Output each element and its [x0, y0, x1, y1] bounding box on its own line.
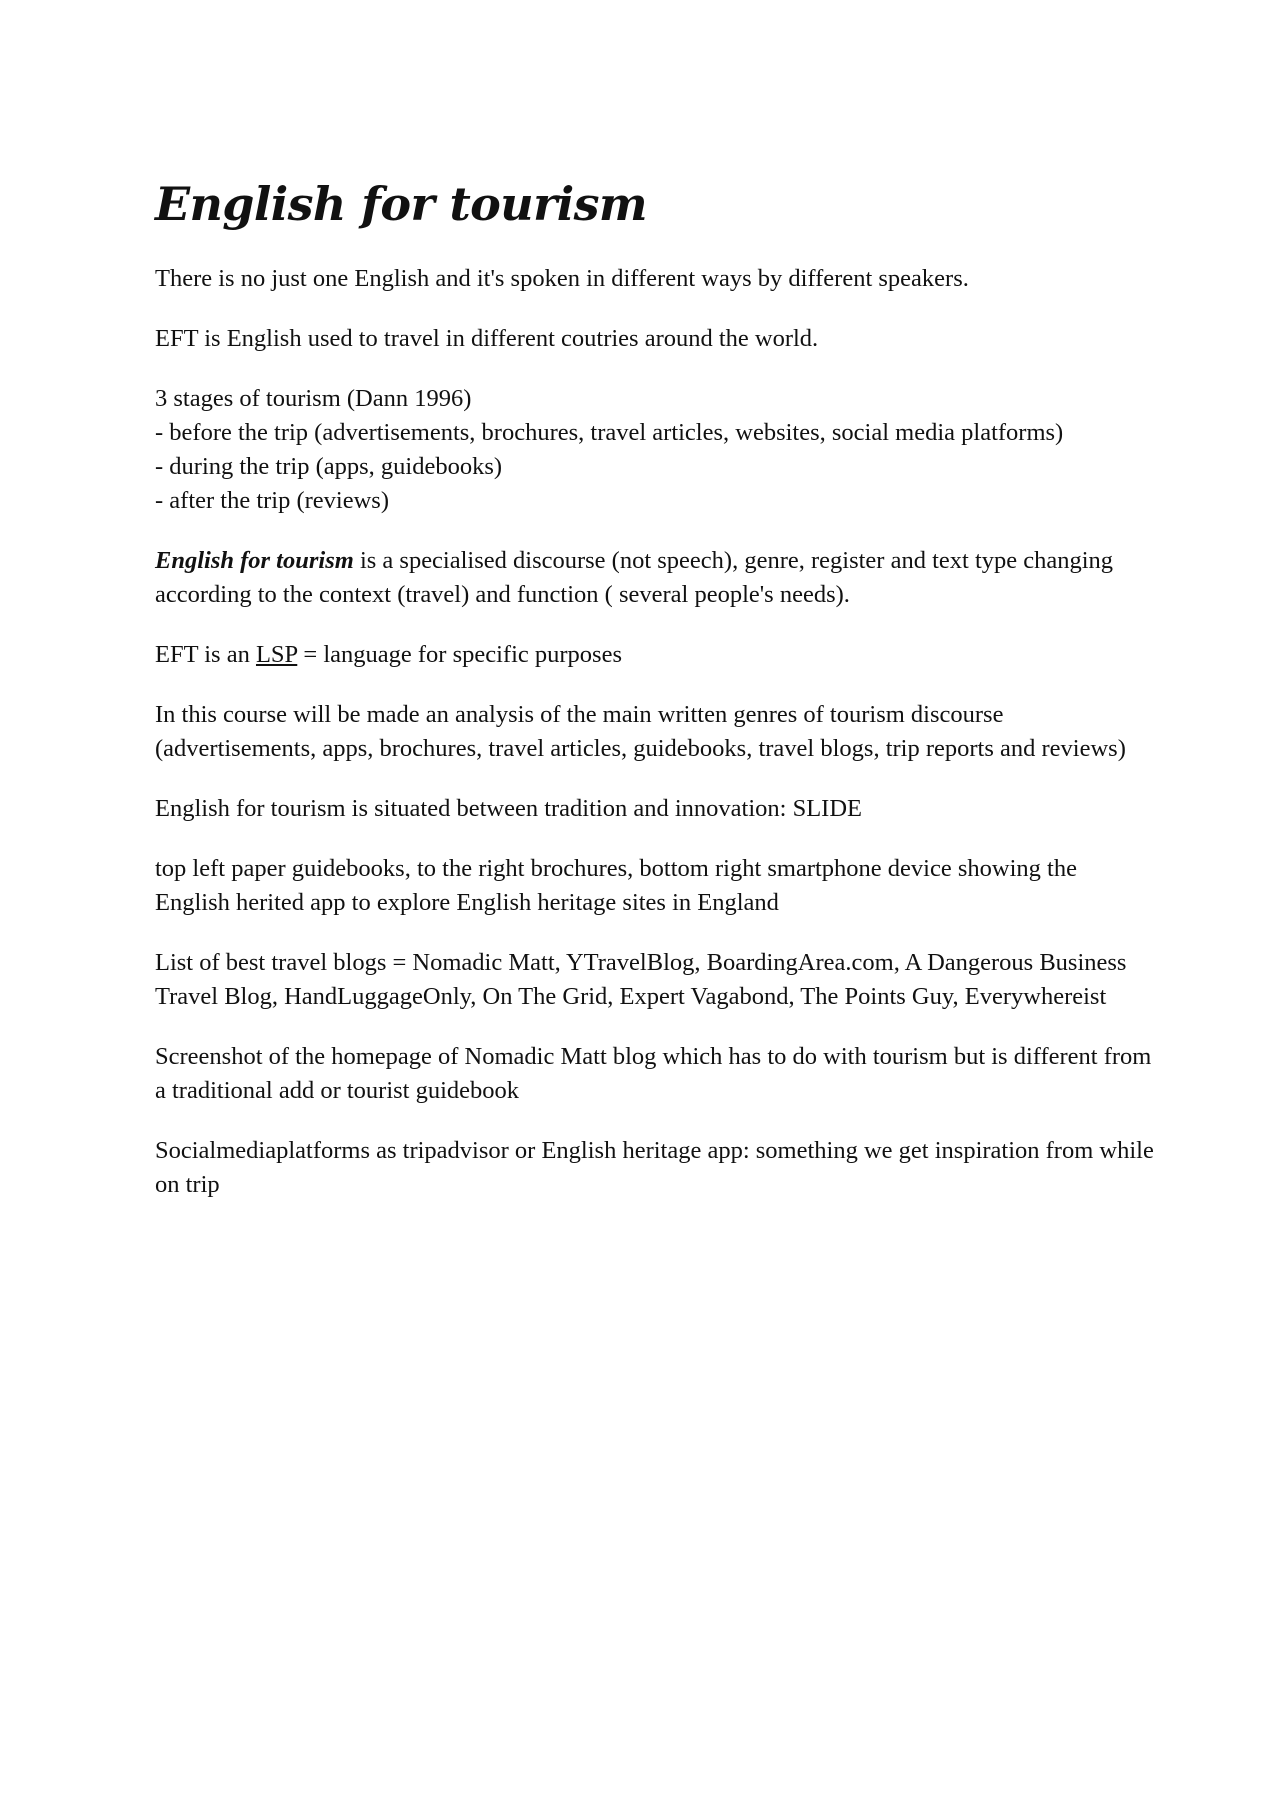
paragraph-lsp — [155, 638, 1155, 672]
paragraph-social-media: Socialmediaplatforms as tripadvisor or English heritage app: something we get inspiration from while on trip — [155, 1137, 1154, 1198]
lsp-abbreviation: LSP — [255, 641, 298, 668]
term-english-for-tourism: English for tourism — [155, 547, 354, 574]
paragraph-nomadic-matt: Screenshot of the homepage of Nomadic Matt blog which has to do with tourism but is different from a traditional add or tourist guidebook — [155, 1043, 1152, 1104]
stage-before-trip: - before the trip (advertisements, brochures, travel articles, websites, social media platforms) — [155, 419, 1064, 446]
paragraph-stages-of-tourism — [155, 382, 1155, 518]
document-title: English for tourism — [155, 177, 647, 231]
paragraph-travel-blogs: List of best travel blogs = Nomadic Matt, YTravelBlog, BoardingArea.com, A Dangerous Business Travel Blog, HandLuggageOnly, On The Grid, Expert Vagabond, The Points Guy, Everywhereist — [155, 949, 1127, 1010]
lsp-prefix: EFT is an — [155, 641, 256, 668]
document-body — [155, 172, 1155, 1228]
paragraph-eft-definition: EFT is English used to travel in different coutries around the world. — [155, 325, 819, 352]
stage-during-trip: - during the trip (apps, guidebooks) — [155, 453, 503, 480]
stage-after-trip: - after the trip (reviews) — [155, 487, 389, 514]
stages-heading: 3 stages of tourism (Dann 1996) — [155, 385, 472, 412]
lsp-suffix: = language for specific purposes — [297, 641, 623, 668]
paragraph-slide-description: top left paper guidebooks, to the right brochures, bottom right smartphone device showing the English herited app to explore English heritage sites in England — [155, 855, 1077, 916]
paragraph-one-english: There is no just one English and it's spoken in different ways by different speakers. — [155, 265, 969, 292]
specialised-discourse-text: is a specialised discourse (not speech), genre, register and text type changing according to the context (travel) and function ( several people's needs). — [155, 547, 1114, 608]
paragraph-specialised-discourse — [155, 544, 1155, 612]
paragraph-tradition-innovation: English for tourism is situated between tradition and innovation: SLIDE — [155, 795, 862, 822]
paragraph-course-analysis: In this course will be made an analysis of the main written genres of tourism discourse (advertisements, apps, brochures, travel articles, guidebooks, travel blogs, trip reports and reviews) — [155, 701, 1126, 762]
